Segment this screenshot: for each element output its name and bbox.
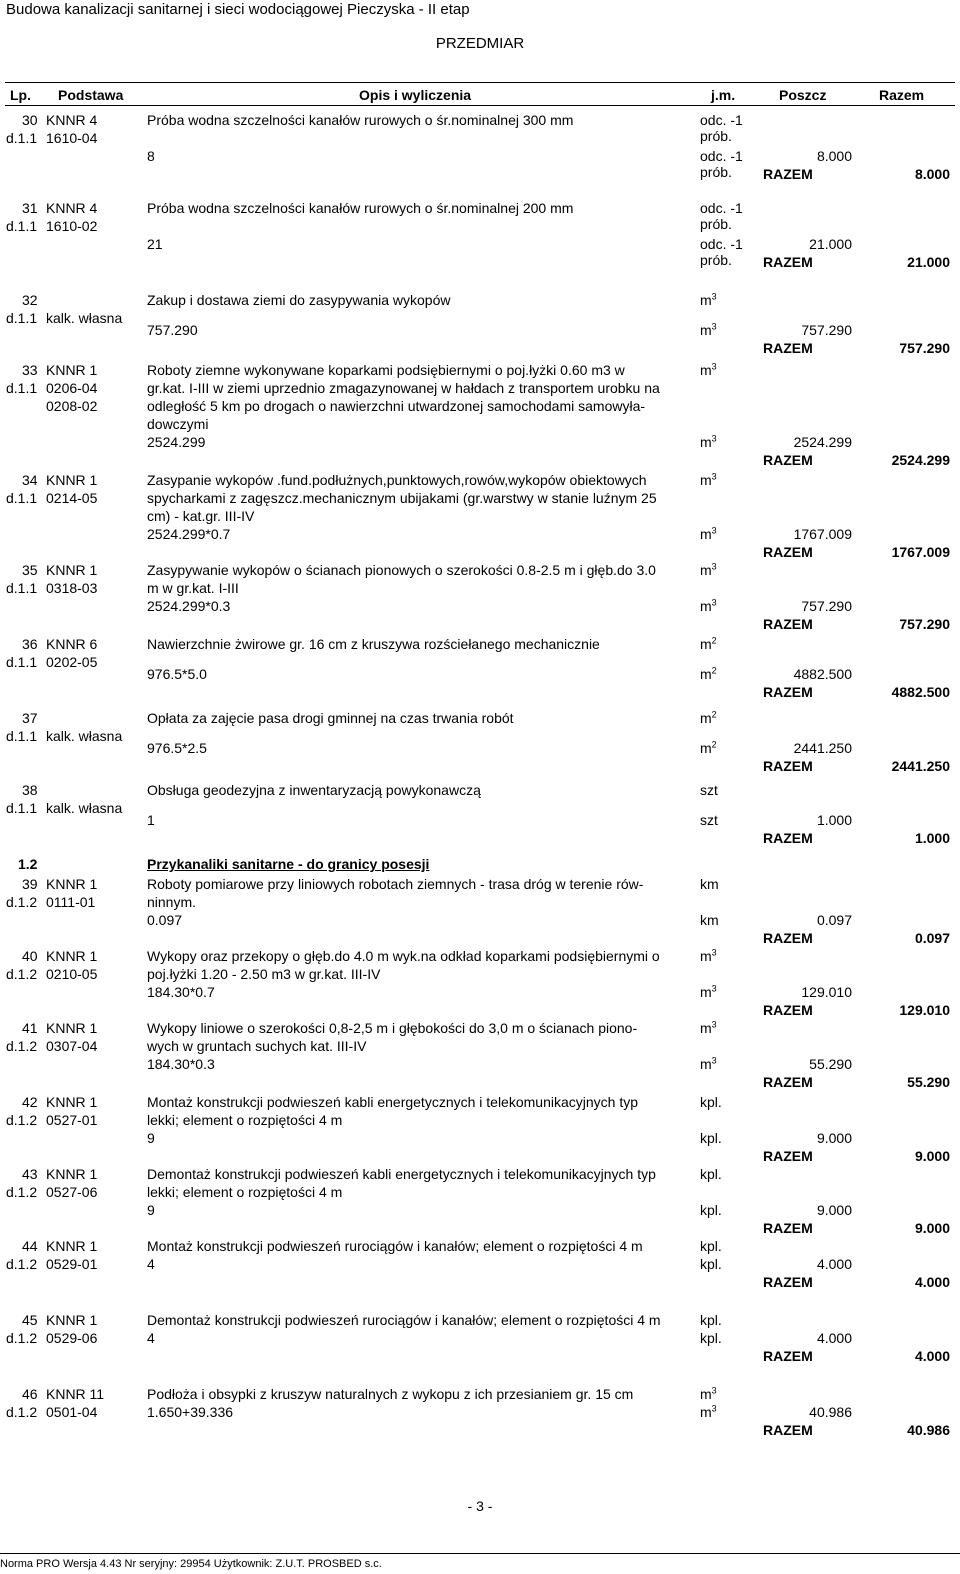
razem-label: RAZEM — [763, 758, 813, 774]
header-podstawa: Podstawa — [58, 87, 124, 103]
item-number: 34 — [22, 472, 38, 488]
item-basis: KNNR 1 — [46, 1094, 98, 1110]
item-calc-unit — [700, 148, 743, 180]
item-calc-unit — [700, 322, 717, 338]
razem-label: RAZEM — [763, 166, 813, 182]
item-calculation: 2524.299*0.7 — [147, 526, 231, 542]
item-basis: KNNR 1 — [46, 876, 98, 892]
item-calculation: 184.30*0.3 — [147, 1056, 215, 1072]
item-description: Wykopy oraz przekopy o głęb.do 4.0 m wyk.na odkład koparkami podsiębiernymi o — [147, 948, 660, 964]
item-section-ref: d.1.2 — [6, 1184, 38, 1200]
item-basis: KNNR 1 — [46, 1238, 98, 1254]
item-section-ref: d.1.1 — [6, 380, 38, 396]
item-description: lekki; element o rozpiętości 4 m — [147, 1184, 343, 1200]
item-unit — [700, 562, 717, 578]
item-calc-unit-exp: 2 — [711, 739, 717, 750]
item-calc-unit — [700, 666, 717, 682]
razem-label: RAZEM — [763, 254, 813, 270]
item-subtotal: 1.000 — [816, 812, 852, 828]
razem-label: RAZEM — [763, 616, 813, 632]
item-description: lekki; element o rozpiętości 4 m — [147, 1112, 343, 1128]
item-description: Próba wodna szczelności kanałów rurowych o śr.nominalnej 200 mm — [147, 200, 574, 216]
item-unit-text: m — [700, 562, 712, 578]
item-section-ref: d.1.2 — [6, 1256, 38, 1272]
item-calc-unit — [700, 526, 717, 542]
item-calculation: 0.097 — [147, 912, 183, 928]
item-number: 44 — [22, 1238, 38, 1254]
item-description: Roboty pomiarowe przy liniowych robotach ziemnych - trasa dróg w terenie rów- — [147, 876, 644, 892]
item-section-ref: d.1.2 — [6, 966, 38, 982]
item-total: 757.290 — [899, 340, 950, 356]
item-calc-unit-text: kpl. — [700, 1256, 722, 1272]
item-basis: 0202-05 — [46, 654, 98, 670]
item-basis: 0307-04 — [46, 1038, 98, 1054]
item-unit — [700, 112, 743, 144]
item-unit — [700, 1020, 717, 1036]
item-total: 757.290 — [899, 616, 950, 632]
item-unit-exp: 2 — [711, 635, 717, 646]
item-description: Demontaż konstrukcji podwieszeń kabli energetycznych i telekomunikacyjnych typ — [147, 1166, 656, 1182]
item-number: 32 — [22, 292, 38, 308]
item-description: ninnym. — [147, 894, 197, 910]
document-subtitle: PRZEDMIAR — [435, 35, 525, 52]
item-calc-unit-exp: 3 — [711, 525, 717, 536]
razem-label: RAZEM — [763, 544, 813, 560]
item-unit-text: szt — [700, 782, 718, 798]
item-description: poj.łyżki 1.20 - 2.50 m3 w gr.kat. III-IV — [147, 966, 381, 982]
item-description: Demontaż konstrukcji podwieszeń rurociągów i kanałów; element o rozpiętości 4 m — [147, 1312, 661, 1328]
item-unit-text: kpl. — [700, 1094, 722, 1110]
item-number: 45 — [22, 1312, 38, 1328]
item-number: 43 — [22, 1166, 38, 1182]
item-unit — [700, 1166, 722, 1182]
item-unit-exp: 3 — [711, 361, 717, 372]
item-number: 46 — [22, 1386, 38, 1402]
item-section-ref: d.1.1 — [6, 800, 38, 816]
item-basis: 0210-05 — [46, 966, 98, 982]
item-unit — [700, 1238, 722, 1254]
item-basis: 0527-01 — [46, 1112, 98, 1128]
item-basis: KNNR 6 — [46, 636, 98, 652]
item-section-ref: d.1.1 — [6, 490, 38, 506]
item-description: Nawierzchnie żwirowe gr. 16 cm z kruszywa rozściełanego mechanicznie — [147, 636, 600, 652]
item-unit — [700, 362, 717, 378]
item-calculation: 184.30*0.7 — [147, 984, 215, 1000]
item-subtotal: 9.000 — [816, 1202, 852, 1218]
item-description: m w gr.kat. I-III — [147, 580, 239, 596]
section-number: 1.2 — [18, 856, 38, 872]
item-unit-text: m — [700, 362, 712, 378]
item-total: 4882.500 — [891, 684, 950, 700]
item-description: Montaż konstrukcji podwieszeń rurociągów i kanałów; element o rozpiętości 4 m — [147, 1238, 643, 1254]
item-total: 9.000 — [914, 1220, 950, 1236]
page-number: - 3 - — [467, 1498, 493, 1514]
item-subtotal: 4.000 — [816, 1256, 852, 1272]
item-total: 2441.250 — [891, 758, 950, 774]
item-subtotal: 1767.009 — [793, 526, 852, 542]
item-description: Próba wodna szczelności kanałów rurowych o śr.nominalnej 300 mm — [147, 112, 574, 128]
header-opis: Opis i wyliczenia — [359, 87, 472, 103]
item-basis: KNNR 1 — [46, 562, 98, 578]
item-number: 37 — [22, 710, 38, 726]
item-calc-unit-text: m — [700, 526, 712, 542]
item-number: 41 — [22, 1020, 38, 1036]
item-unit — [700, 200, 743, 232]
item-calc-unit-text: m — [700, 1404, 712, 1420]
item-number: 40 — [22, 948, 38, 964]
item-total: 8.000 — [914, 166, 950, 182]
item-subtotal: 0.097 — [816, 912, 852, 928]
item-basis: KNNR 1 — [46, 948, 98, 964]
item-calculation: 757.290 — [147, 322, 198, 338]
item-total: 2524.299 — [891, 452, 950, 468]
item-calc-unit — [700, 740, 717, 756]
item-basis: 0529-01 — [46, 1256, 98, 1272]
item-number: 31 — [22, 200, 38, 216]
item-section-ref: d.1.1 — [6, 130, 38, 146]
item-unit — [700, 1094, 722, 1110]
item-total: 0.097 — [914, 930, 950, 946]
item-basis: KNNR 1 — [46, 472, 98, 488]
item-subtotal: 40.986 — [809, 1404, 852, 1420]
item-basis: kalk. własna — [46, 310, 123, 326]
item-calc-unit-text: m — [700, 666, 712, 682]
item-calc-unit — [700, 1130, 722, 1146]
item-total: 4.000 — [914, 1348, 950, 1364]
item-section-ref: d.1.2 — [6, 1112, 38, 1128]
item-calc-unit-line2: prób. — [700, 252, 732, 268]
item-description: Opłata za zajęcie pasa drogi gminnej na czas trwania robót — [147, 710, 514, 726]
item-calc-unit — [700, 1404, 717, 1420]
item-total: 4.000 — [914, 1274, 950, 1290]
razem-label: RAZEM — [763, 1148, 813, 1164]
item-unit-text: m — [700, 636, 712, 652]
item-unit-text: kpl. — [700, 1312, 722, 1328]
item-unit-exp: 3 — [711, 1385, 717, 1396]
item-subtotal: 757.290 — [801, 598, 852, 614]
item-unit — [700, 1312, 722, 1328]
item-unit-line2: prób. — [700, 128, 732, 144]
item-basis: 0208-02 — [46, 398, 98, 414]
razem-label: RAZEM — [763, 1002, 813, 1018]
item-calc-unit-text: m — [700, 1056, 712, 1072]
document-title: Budowa kanalizacji sanitarnej i sieci wodociągowej Pieczyska - II etap — [6, 1, 470, 18]
item-basis: KNNR 11 — [46, 1386, 105, 1402]
item-calc-unit — [700, 984, 717, 1000]
item-basis: 0206-04 — [46, 380, 98, 396]
item-total: 40.986 — [907, 1422, 950, 1438]
item-total: 1.000 — [914, 830, 950, 846]
item-calc-unit — [700, 434, 717, 450]
item-unit — [700, 876, 719, 892]
item-basis: 0529-06 — [46, 1330, 98, 1346]
item-calc-unit — [700, 912, 719, 928]
item-section-ref: d.1.2 — [6, 1330, 38, 1346]
razem-label: RAZEM — [763, 452, 813, 468]
item-description: Podłoża i obsypki z kruszyw naturalnych z wykopu z ich przesianiem gr. 15 cm — [147, 1386, 634, 1402]
item-description: Roboty ziemne wykonywane koparkami podsiębiernymi o poj.łyżki 0.60 m3 w — [147, 362, 625, 378]
item-section-ref: d.1.2 — [6, 1404, 38, 1420]
item-description: Wykopy liniowe o szerokości 0,8-2,5 m i głębokości do 3,0 m o ścianach piono- — [147, 1020, 638, 1036]
item-unit-text: m — [700, 1020, 712, 1036]
item-number: 38 — [22, 782, 38, 798]
item-unit-exp: 2 — [711, 709, 717, 720]
item-calc-unit-text: odc. -1 — [700, 236, 743, 252]
item-calculation: 2524.299*0.3 — [147, 598, 231, 614]
item-calculation: 976.5*5.0 — [147, 666, 207, 682]
item-calc-unit-text: m — [700, 984, 712, 1000]
item-calc-unit-text: m — [700, 598, 712, 614]
item-calc-unit — [700, 1202, 722, 1218]
item-unit-text: kpl. — [700, 1238, 722, 1254]
item-subtotal: 4882.500 — [793, 666, 852, 682]
item-number: 42 — [22, 1094, 38, 1110]
item-basis: KNNR 1 — [46, 1166, 98, 1182]
item-subtotal: 21.000 — [809, 236, 852, 252]
item-section-ref: d.1.2 — [6, 894, 38, 910]
item-calc-unit — [700, 1330, 722, 1346]
item-unit — [700, 292, 717, 308]
item-unit-text: m — [700, 948, 712, 964]
header-poszcz: Poszcz — [779, 87, 827, 103]
item-section-ref: d.1.1 — [6, 218, 38, 234]
item-total: 129.010 — [899, 1002, 950, 1018]
item-calc-unit-exp: 3 — [711, 433, 717, 444]
item-calc-unit — [700, 236, 743, 268]
item-subtotal: 4.000 — [816, 1330, 852, 1346]
item-unit-text: odc. -1 — [700, 200, 743, 216]
item-basis: 1610-02 — [46, 218, 98, 234]
item-basis: KNNR 1 — [46, 1020, 98, 1036]
item-subtotal: 2441.250 — [793, 740, 852, 756]
item-calc-unit-text: kpl. — [700, 1130, 722, 1146]
item-total: 21.000 — [907, 254, 950, 270]
item-calculation: 4 — [147, 1256, 155, 1272]
item-calc-unit — [700, 812, 718, 828]
item-number: 36 — [22, 636, 38, 652]
item-unit — [700, 472, 717, 488]
item-unit — [700, 948, 717, 964]
item-subtotal: 55.290 — [809, 1056, 852, 1072]
item-calc-unit-exp: 3 — [711, 1403, 717, 1414]
razem-label: RAZEM — [763, 830, 813, 846]
item-calc-unit-exp: 3 — [711, 983, 717, 994]
item-unit-line2: prób. — [700, 216, 732, 232]
item-calc-unit — [700, 1256, 722, 1272]
item-unit — [700, 782, 718, 798]
item-calc-unit-exp: 3 — [711, 1055, 717, 1066]
item-unit — [700, 710, 717, 726]
item-subtotal: 8.000 — [816, 148, 852, 164]
item-number: 30 — [22, 112, 38, 128]
item-calculation: 4 — [147, 1330, 155, 1346]
item-description: Obsługa geodezyjna z inwentaryzacją powykonawczą — [147, 782, 481, 798]
item-unit-text: odc. -1 — [700, 112, 743, 128]
item-basis: 0214-05 — [46, 490, 98, 506]
item-unit-exp: 3 — [711, 291, 717, 302]
item-section-ref: d.1.1 — [6, 310, 38, 326]
razem-label: RAZEM — [763, 1274, 813, 1290]
item-subtotal: 9.000 — [816, 1130, 852, 1146]
item-basis: kalk. własna — [46, 728, 123, 744]
item-basis: KNNR 1 — [46, 362, 98, 378]
header-lp: Lp. — [10, 87, 31, 103]
item-number: 33 — [22, 362, 38, 378]
item-unit-text: m — [700, 1386, 712, 1402]
item-unit-text: kpl. — [700, 1166, 722, 1182]
item-subtotal: 2524.299 — [793, 434, 852, 450]
item-calc-unit-text: m — [700, 322, 712, 338]
razem-label: RAZEM — [763, 1348, 813, 1364]
item-total: 55.290 — [907, 1074, 950, 1090]
item-unit-exp: 3 — [711, 471, 717, 482]
item-basis: 0111-01 — [46, 894, 96, 910]
item-calc-unit-text: szt — [700, 812, 718, 828]
item-basis: KNNR 1 — [46, 1312, 98, 1328]
item-basis: 0527-06 — [46, 1184, 98, 1200]
item-unit-exp: 3 — [711, 947, 717, 958]
item-calc-unit-exp: 3 — [711, 321, 717, 332]
razem-label: RAZEM — [763, 1220, 813, 1236]
item-calculation: 1 — [147, 812, 155, 828]
item-description: Zakup i dostawa ziemi do zasypywania wykopów — [147, 292, 451, 308]
item-unit-text: km — [700, 876, 719, 892]
item-calc-unit — [700, 1056, 717, 1072]
item-calc-unit-text: m — [700, 740, 712, 756]
item-calc-unit-text: m — [700, 434, 712, 450]
item-calculation: 8 — [147, 148, 155, 164]
item-calculation: 1.650+39.336 — [147, 1404, 234, 1420]
item-calculation: 21 — [147, 236, 163, 252]
item-number: 35 — [22, 562, 38, 578]
item-section-ref: d.1.1 — [6, 654, 38, 670]
razem-label: RAZEM — [763, 1422, 813, 1438]
item-description: wych w gruntach suchych kat. III-IV — [147, 1038, 367, 1054]
item-total: 9.000 — [914, 1148, 950, 1164]
item-calc-unit — [700, 598, 717, 614]
item-calculation: 9 — [147, 1130, 155, 1146]
item-section-ref: d.1.2 — [6, 1038, 38, 1054]
item-basis: 1610-04 — [46, 130, 98, 146]
item-subtotal: 129.010 — [801, 984, 852, 1000]
section-title: Przykanaliki sanitarne - do granicy posesji — [147, 856, 430, 872]
item-basis: KNNR 4 — [46, 200, 98, 216]
item-description: odległość 5 km po drogach o nawierzchni utwardzonej samochodami samowyła- — [147, 398, 646, 414]
item-basis: 0501-04 — [46, 1404, 98, 1420]
item-total: 1767.009 — [891, 544, 950, 560]
item-basis: kalk. własna — [46, 800, 123, 816]
item-calc-unit-text: odc. -1 — [700, 148, 743, 164]
item-basis: KNNR 4 — [46, 112, 98, 128]
item-description: dowczymi — [147, 416, 209, 432]
header-razem: Razem — [879, 87, 925, 103]
item-calc-unit-text: km — [700, 912, 719, 928]
item-calculation: 2524.299 — [147, 434, 206, 450]
item-calculation: 9 — [147, 1202, 155, 1218]
header-jm: j.m. — [711, 87, 736, 103]
footer: Norma PRO Wersja 4.43 Nr seryjny: 29954 Użytkownik: Z.U.T. PROSBED s.c. — [0, 1553, 960, 1572]
razem-label: RAZEM — [763, 1074, 813, 1090]
item-unit-exp: 3 — [711, 561, 717, 572]
item-section-ref: d.1.1 — [6, 728, 38, 744]
item-description: cm) - kat.gr. III-IV — [147, 508, 255, 524]
item-calc-unit-text: kpl. — [700, 1330, 722, 1346]
item-description: spycharkami z zagęszcz.mechanicznym ubijakami (gr.warstwy w stanie luźnym 25 — [147, 490, 657, 506]
item-description: Zasypanie wykopów .fund.podłużnych,punktowych,rowów,wykopów obiektowych — [147, 472, 647, 488]
item-description: Montaż konstrukcji podwieszeń kabli energetycznych i telekomunikacyjnych typ — [147, 1094, 639, 1110]
item-unit-text: m — [700, 710, 712, 726]
item-section-ref: d.1.1 — [6, 580, 38, 596]
item-unit-text: m — [700, 292, 712, 308]
item-calc-unit-text: kpl. — [700, 1202, 722, 1218]
item-unit-exp: 3 — [711, 1019, 717, 1030]
item-subtotal: 757.290 — [801, 322, 852, 338]
item-description: Zasypywanie wykopów o ścianach pionowych o szerokości 0.8-2.5 m i głęb.do 3.0 — [147, 562, 656, 578]
razem-label: RAZEM — [763, 340, 813, 356]
razem-label: RAZEM — [763, 930, 813, 946]
item-description: gr.kat. I-III w ziemi uprzednio zmagazynowanej w hałdach z transportem urobku na — [147, 380, 660, 396]
item-unit — [700, 636, 717, 652]
razem-label: RAZEM — [763, 684, 813, 700]
item-basis: 0318-03 — [46, 580, 98, 596]
item-unit-text: m — [700, 472, 712, 488]
item-calc-unit-exp: 2 — [711, 665, 717, 676]
item-calculation: 976.5*2.5 — [147, 740, 207, 756]
item-number: 39 — [22, 876, 38, 892]
item-unit — [700, 1386, 717, 1402]
item-calc-unit-line2: prób. — [700, 164, 732, 180]
item-calc-unit-exp: 3 — [711, 597, 717, 608]
